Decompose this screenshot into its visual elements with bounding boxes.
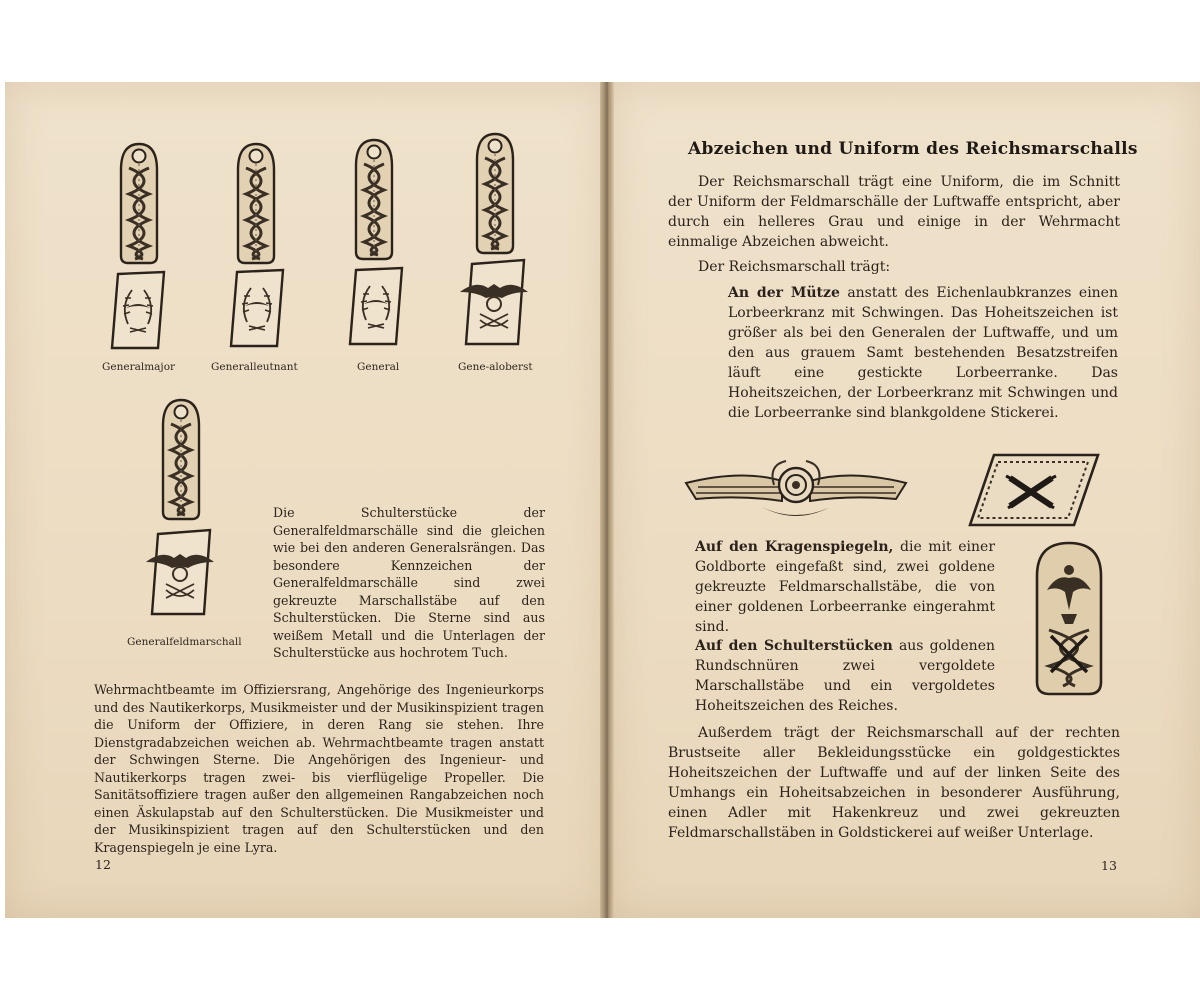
page-number-left: 12	[95, 857, 111, 872]
schulter-text: aus goldenen Rundschnüren zwei vergoldete Marschallstäbe und ein vergoldetes Hoheitszeichen des Reiches.	[695, 638, 995, 714]
page-number-right: 13	[1101, 858, 1117, 873]
ausserdem-paragraph: Außerdem trägt der Reichsmarschall auf der rechten Brustseite aller Bekleidungsstücke ein goldgesticktes Hoheitszeichen der Luftwaffe und auf der linken Seite des Umhangs ein Hoheitsabzeichen in besonderer Ausführung, einen Adler mit Hakenkreuz und zwei gekreuzten Feldmarschallstäben in Goldstickerei auf weißer Unterlage.	[668, 725, 1120, 841]
schulter-paragraph	[695, 636, 995, 716]
generalfeldmarschall-paragraph: Die Schulterstücke der Generalfeldmarschälle sind die gleichen wie bei den anderen Generalsrängen. Das besondere Kennzeichen der Generalfeldmarschälle sind zwei gekreuzte Marschallstäbe auf den Schulterstücken. Die Sterne sind aus weißem Metall und die Unterlagen der Schulterstücke aus hochrotem Tuch.	[273, 505, 545, 660]
shoulder-board-generalfeldmarschall	[157, 398, 205, 522]
shoulder-board-general	[350, 138, 398, 262]
collar-tab-generaloberst	[458, 258, 530, 348]
shoulder-board-generalmajor	[115, 142, 163, 266]
collar-tab-general	[348, 266, 404, 346]
collar-tab-generalmajor	[110, 270, 166, 350]
collar-tab-generalleutnant	[229, 268, 285, 348]
beamte-paragraph: Wehrmachtbeamte im Offiziersrang, Angehörige des Ingenieurkorps und des Nautikerkorps, Musikmeister und der Musikinspizient tragen die Uniform der Offiziere, in deren Rang sie stehen. Ihre Dienstgradabzeichen weichen ab. Wehrmachtbeamte tragen anstatt der Schwingen Sterne. Die Angehörigen des Ingenieur- und Nautikerkorps tragen zwei- bis vierflügelige Propeller. Die Sanitätsoffiziere tragen außer den allgemeinen Rangabzeichen noch einen Äskulapstab auf den Schulterstücken. Die Musikmeister und der Musikinspizient tragen auf den Schulterstücken und den Kragenspiegeln je eine Lyra.	[94, 682, 544, 855]
muetze-text: anstatt des Eichenlaubkranzes einen Lorbeerkranz mit Schwingen. Das Hoheitszeichen ist größer als bei den Generalen der Luftwaffe, und um den aus grauem Samt bestehenden Besatzstreifen läuft eine gestickte Lorbeerranke. Das Hoheitszeichen, der Lorbeerkranz mit Schwingen und die Lorbeerranke sind blankgoldene Stickerei.	[728, 285, 1118, 421]
caption-generalfeldmarschall: Generalfeldmarschall	[127, 636, 242, 648]
kragen-text: die mit einer Goldborte eingefaßt sind, zwei goldene gekreuzte Feldmarschallstäbe, die von einer goldenen Lorbeerranke eingerahmt sind.	[695, 539, 996, 635]
reichsmarschall-collar-tab	[968, 452, 1100, 528]
collar-tab-generalfeldmarschall	[144, 528, 216, 618]
caption-generalmajor: Generalmajor	[102, 361, 176, 373]
caption-generaloberst: Gene-aloberst	[458, 361, 533, 373]
shoulder-board-generaloberst	[471, 132, 519, 256]
book-gutter	[600, 82, 614, 918]
kragen-lead: Auf den Kragenspiegeln,	[695, 539, 894, 555]
page-title: Abzeichen und Uniform des Reichsmarschalls	[688, 139, 1138, 159]
cap-wings-insignia	[682, 455, 910, 525]
intro-paragraph: Der Reichsmarschall trägt eine Uniform, die im Schnitt der Uniform der Feldmarschälle der Luftwaffe entspricht, aber durch ein helleres Grau und einige in der Wehrmacht einmalige Abzeichen abweicht.	[668, 174, 1120, 250]
traegt-line: Der Reichsmarschall trägt:	[698, 259, 891, 275]
kragen-paragraph	[695, 537, 995, 637]
muetze-lead: An der Mütze	[728, 285, 840, 301]
shoulder-board-generalleutnant	[232, 142, 280, 266]
reichsmarschall-shoulder-board	[1033, 540, 1105, 698]
schulter-lead: Auf den Schulterstücken	[695, 638, 893, 654]
caption-generalleutnant: Generalleutnant	[211, 361, 298, 373]
muetze-paragraph	[728, 283, 1118, 423]
caption-general: General	[357, 361, 400, 373]
